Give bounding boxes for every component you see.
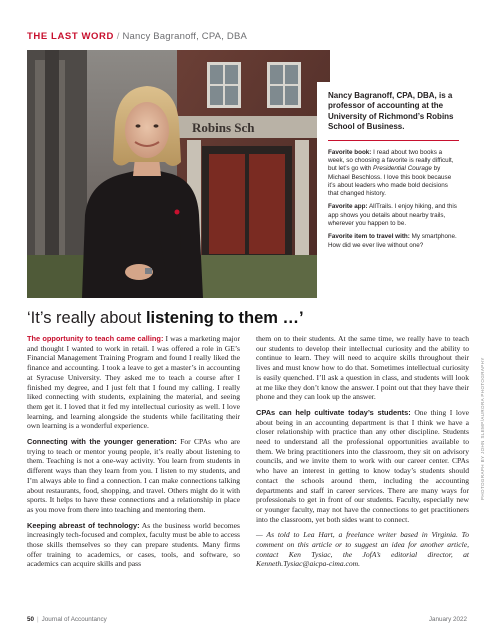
page-number: 50: [27, 616, 35, 623]
profile-sidebar: [317, 82, 469, 298]
header-separator: /: [113, 31, 123, 42]
article-column-left: [27, 334, 240, 575]
paragraph-lead: CPAs can help cultivate today’s students:: [256, 407, 411, 417]
favorite-app-text: AllTrails. I enjoy hiking, and this app shows you details about nearby trails, wherever you happen to be.: [328, 203, 457, 227]
sidebar-divider: [328, 140, 459, 141]
article-paragraph-continued: them on to their students. At the same time, we really have to teach our students to develop their intellectual curiosity and the ability to continue to learn. They will need to acquire skills throughout their lives and must know how to do that. Sometimes intellectual curiosity is easily quenched. I’ll ask a question in class, and students will look at me like they don’t know the answer. I point out that they have their phone and they can look up the answer.: [256, 334, 469, 402]
paragraph-lead: The opportunity to teach came calling:: [27, 334, 164, 343]
section-title: THE LAST WORD: [27, 31, 114, 42]
paragraph-text: For CPAs who are trying to teach or mentor young people, it’s really about listening to them. Teaching is not a one-way activity. You learn from students in different ways than they learn from you. I listen to my students, and I’m always able to find a connection. I can make connections talking about restaurants, food, shopping, and travel. Others might do it with sports. It helps to have these connections and a relationship in place as you move from there into teaching and mentoring them.: [27, 437, 240, 514]
favorite-book: [328, 149, 459, 199]
favorite-travel-item: [328, 233, 459, 250]
portrait-photo: [27, 50, 330, 298]
pull-quote-open: ‘It’s really about: [27, 309, 146, 327]
favorite-travel-text: My smartphone. How did we ever live without one?: [328, 233, 457, 249]
footer-separator: |: [37, 616, 39, 623]
page-header: [27, 31, 247, 42]
article-paragraph: [27, 521, 240, 570]
journal-name: Journal of Accountancy: [41, 616, 107, 623]
favorite-app-label: Favorite app:: [328, 203, 368, 211]
photo-credit: PHOTOGRAPH BY JOHN SLEMP/AURORA PHOTOGRAPHY: [480, 357, 485, 500]
paragraph-text: As the business world becomes increasingly tech-focused and complex, faculty must be able to access those skills themselves so they can prepare students. Many firms offer training to academics, or cases, tools, and software, so academics can acquire skills and pass: [27, 520, 240, 569]
favorite-book-text: I read about two books a week, so choosing a favorite is really difficult, but let’s go with: [328, 148, 454, 173]
article-column-right: [256, 334, 469, 575]
paragraph-lead: Keeping abreast of technology:: [27, 520, 140, 530]
header-byline: Nancy Bagranoff, CPA, DBA: [122, 31, 248, 42]
photo-illustration: [27, 50, 330, 298]
article-paragraph: [27, 437, 240, 515]
paragraph-text: I was a marketing major and thought I wanted to work in retail. I was offered a role in GE’s Financial Management Training Program and found I really liked the finance and accounting. I took a leave to get a master’s in accounting at Syracuse University. They asked me to teach a course after I finished my degree, and I just felt that I found my calling. I really liked connecting with students, explaining the material, and seeing them get it. I loved that it fed my intellectual curiosity as well. I love learning, and learning alongside the students while facilitating their own learning is a wonderful experience.: [27, 334, 240, 431]
article-paragraph: [27, 334, 240, 431]
author-note: — As told to Lea Hart, a freelance writer based in Virginia. To comment on this article or to suggest an idea for another article, contact Ken Tysiac, the JofA’s editorial director, at Kenneth.Tysiac@aicpa-cima.com.: [256, 530, 469, 569]
paragraph-text: One thing I love about being in an accounting department is that I think we have a closer relationship with practice than any other discipline. Students need to understand all the professional opportunities available to them. We bring practitioners into the classroom, they sit on advisory councils, and we invite them to work with our career center. CPAs who have an interest in getting to know today’s students should contact the schools around them, including the accounting departments and staff in career services. There are many ways for professionals to get in front of our students. Faculty, especially new or younger faculty, may not have the connections to get practitioners into the classroom, yet both sides want to connect.: [256, 407, 469, 524]
profile-intro: Nancy Bagranoff, CPA, DBA, is a professor of accounting at the University of Richmond’s Robins School of Business.: [328, 91, 454, 132]
favorite-app: [328, 203, 459, 228]
pull-quote: [27, 309, 467, 328]
issue-date: January 2022: [428, 616, 467, 623]
favorite-book-title: Presidential Courage: [373, 165, 432, 173]
page-footer: [27, 616, 467, 623]
article-paragraph: [256, 408, 469, 524]
pull-quote-highlight: listening to them …’: [145, 309, 304, 327]
favorite-book-text-end: by Michael Beschloss. I love this book because it’s about leaders who made bold decisions that changed history.: [328, 165, 452, 198]
paragraph-lead: Connecting with the younger generation:: [27, 437, 177, 447]
favorite-travel-label: Favorite item to travel with:: [328, 233, 410, 241]
building-sign: Robins Sch: [192, 120, 255, 135]
favorite-book-label: Favorite book:: [328, 148, 372, 156]
